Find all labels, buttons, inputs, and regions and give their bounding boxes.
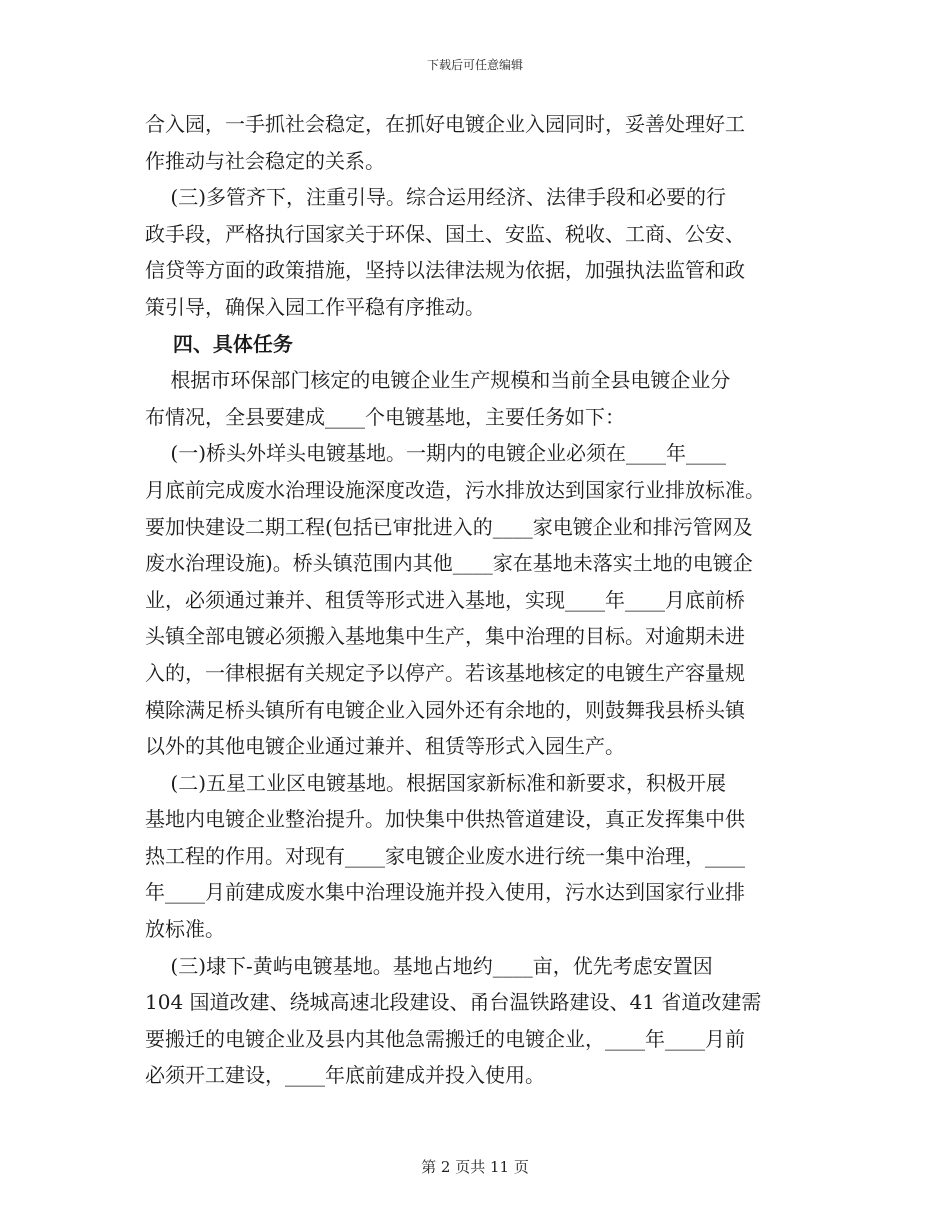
document-body: [145, 106, 805, 1094]
text-line: 废水治理设施)。桥头镇范围内其他____家在基地未落实土地的电镀企: [145, 551, 753, 576]
text-line: 基地内电镀企业整治提升。加快集中供热管道建设，真正发挥集中供: [145, 807, 745, 832]
text-line: 根据市环保部门核定的电镀企业生产规模和当前全县电镀企业分: [145, 368, 731, 393]
text-line: 业，必须通过兼并、租赁等形式进入基地，实现____年____月底前桥: [145, 587, 745, 612]
text-line: (三)埭下-黄屿电镀基地。基地占地约____亩，优先考虑安置因: [145, 953, 713, 978]
text-line: 合入园，一手抓社会稳定，在抓好电镀企业入园同时，妥善处理好工: [145, 112, 745, 136]
section-heading: 四、具体任务: [145, 331, 293, 356]
text-line: 信贷等方面的政策措施，坚持以法律法规为依据，加强执法监管和政: [145, 258, 745, 283]
text-line: (二)五星工业区电镀基地。根据国家新标准和新要求，积极开展: [145, 770, 727, 795]
text-line: 104 国道改建、绕城高速北段建设、甬台温铁路建设、41 省道改建需: [145, 990, 762, 1015]
text-line: 头镇全部电镀必须搬入基地集中生产，集中治理的目标。对逾期未进: [145, 624, 745, 649]
text-line: 要加快建设二期工程(包括已审批进入的____家电镀企业和排污管网及: [145, 514, 753, 539]
text-line: 热工程的作用。对现有____家电镀企业废水进行统一集中治理，____: [145, 843, 745, 868]
text-line: (一)桥头外垟头电镀基地。一期内的电镀企业必须在____年____: [145, 441, 727, 466]
text-line: 必须开工建设，____年底前建成并投入使用。: [145, 1063, 545, 1088]
text-line: 政手段，严格执行国家关于环保、国土、安监、税收、工商、公安、: [145, 221, 745, 246]
text-line: 月底前完成废水治理设施深度改造，污水排放达到国家行业排放标准。: [145, 477, 765, 502]
text-line: 策引导，确保入园工作平稳有序推动。: [145, 294, 485, 319]
text-line: 放标准。: [145, 917, 225, 942]
text-line: 年____月前建成废水集中治理设施并投入使用，污水达到国家行业排: [145, 880, 745, 905]
text-line: 入的，一律根据有关规定予以停产。若该基地核定的电镀生产容量规: [145, 660, 745, 685]
text-line: 模除满足桥头镇所有电镀企业入园外还有余地的，则鼓舞我县桥头镇: [145, 697, 745, 722]
text-line: (三)多管齐下，注重引导。综合运用经济、法律手段和必要的行: [145, 185, 727, 210]
text-line: 以外的其他电镀企业通过兼并、租赁等形式入园生产。: [145, 734, 625, 759]
download-note: 下载后可任意编辑: [426, 58, 523, 72]
page-number: 第 2 页共 11 页: [421, 1158, 529, 1176]
text-line: 要搬迁的电镀企业及县内其他急需搬迁的电镀企业，____年____月前: [145, 1026, 745, 1051]
text-line: 作推动与社会稳定的关系。: [145, 148, 385, 173]
text-line: 布情况，全县要建成____个电镀基地，主要任务如下：: [145, 404, 625, 429]
